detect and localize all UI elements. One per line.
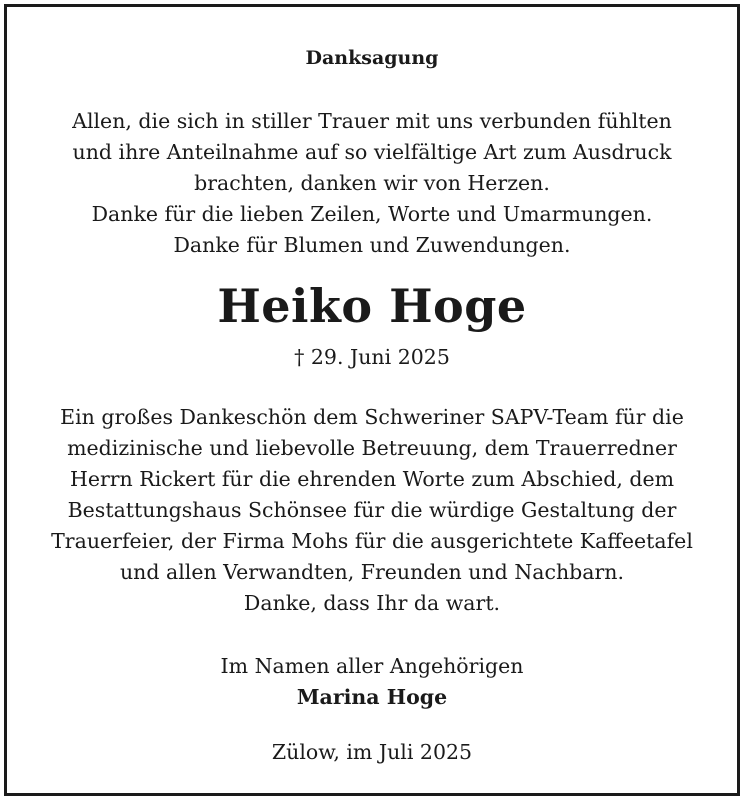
deceased-name: Heiko Hoge xyxy=(217,279,527,333)
intro-line: und ihre Anteilnahme auf so vielfältige Art zum Ausdruck xyxy=(72,140,672,164)
closing-block xyxy=(7,651,737,713)
intro-line: brachten, danken wir von Herzen. xyxy=(194,171,550,195)
thanks-paragraph xyxy=(7,402,737,619)
signer-name: Marina Hoge xyxy=(296,685,448,709)
thanks-line: Trauerfeier, der Firma Mohs für die ausgerichtete Kaffeetafel xyxy=(51,529,693,553)
thanks-line: und allen Verwandten, Freunden und Nachbarn. xyxy=(119,560,625,584)
thanks-line: Herrn Rickert für die ehrenden Worte zum Abschied, dem xyxy=(69,467,675,491)
intro-line: Allen, die sich in stiller Trauer mit uns verbunden fühlten xyxy=(72,109,672,133)
thank-you-notice xyxy=(7,7,737,793)
thanks-line: Danke, dass Ihr da wart. xyxy=(243,591,501,615)
intro-paragraph xyxy=(7,106,737,261)
notice-border xyxy=(4,4,740,796)
notice-heading: Danksagung xyxy=(305,47,439,69)
death-date: † 29. Juni 2025 xyxy=(294,345,450,369)
intro-line: Danke für Blumen und Zuwendungen. xyxy=(173,233,571,257)
thanks-line: medizinische und liebevolle Betreuung, dem Trauerredner xyxy=(67,436,677,460)
thanks-line: Bestattungshaus Schönsee für die würdige Gestaltung der xyxy=(67,498,677,522)
place-and-date: Zülow, im Juli 2025 xyxy=(271,740,473,764)
thanks-line: Ein großes Dankeschön dem Schweriner SAPV-Team für die xyxy=(60,405,684,429)
closing-phrase: Im Namen aller Angehörigen xyxy=(220,654,524,678)
intro-line: Danke für die lieben Zeilen, Worte und Umarmungen. xyxy=(91,202,653,226)
